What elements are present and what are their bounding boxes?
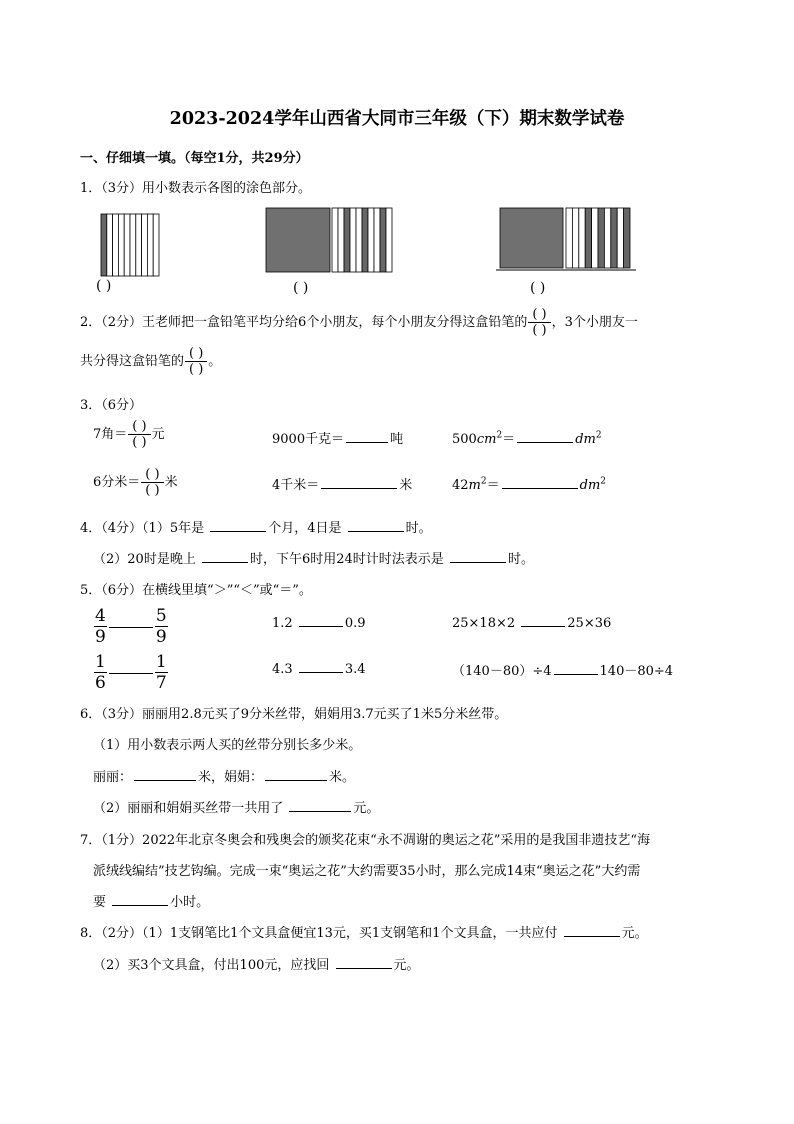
question-text: 个月，4日是 (268, 521, 342, 536)
numerator: ( ) (185, 346, 207, 362)
conversion-label: 7角＝ (93, 427, 128, 442)
answer-blank[interactable] (450, 550, 506, 563)
conversion-d (272, 474, 412, 493)
conversion-f (452, 474, 606, 493)
question-text: 共分得这盒铅笔的 (80, 354, 185, 369)
figure-1 (101, 214, 159, 276)
compare-expr-1 (452, 614, 611, 631)
question-text: （3分）用小数表示各图的涂色部分。 (101, 181, 312, 196)
fraction (94, 606, 107, 647)
question-text: （2分）（1）1支钢笔比1个文具盒便宜13元，买1支钢笔和1个文具盒，一共应付 (101, 926, 558, 941)
figure-3-strip (566, 208, 572, 268)
figure-3-strip (604, 208, 610, 268)
figure-3-strip (585, 208, 591, 268)
page-title: 2023-2024学年山西省大同市三年级（下）期末数学试卷 (169, 109, 625, 129)
fraction (155, 652, 168, 693)
conversion-label: 42 (452, 478, 469, 493)
exponent: 2 (600, 476, 607, 487)
answer-blank[interactable] (210, 519, 266, 532)
conversion-label: 4千米＝ (272, 478, 320, 493)
numerator: ( ) (528, 307, 550, 323)
figure-2-strip (386, 208, 392, 272)
figure-2-strip (356, 208, 362, 272)
denominator: ( ) (189, 362, 204, 377)
operand: 0.9 (344, 616, 366, 631)
conversion-c (272, 428, 403, 447)
figure-1-strip (107, 214, 113, 276)
answer-blank[interactable] (299, 660, 343, 673)
fraction-blank[interactable] (528, 307, 550, 338)
question-4-line2 (93, 548, 534, 567)
question-text: （2分）王老师把一盒铅笔平均分给6个小朋友，每个小朋友分得这盒铅笔的 (101, 315, 528, 330)
operand: 1.2 (272, 616, 293, 631)
operand: 25×36 (567, 616, 612, 631)
conversion-label: 500 (452, 432, 477, 447)
question-7-line3 (93, 891, 209, 910)
question-text: （3分）丽丽用2.8元买了9分米丝带，娟娟用3.7元买了1米5分米丝带。 (101, 707, 508, 722)
figure-2-strip (338, 208, 344, 272)
exponent: 2 (496, 430, 503, 441)
figure-3-full-square (500, 208, 563, 268)
figure-2-strip (350, 208, 356, 272)
figure-3-strip (592, 208, 598, 268)
figure-3-strip (572, 208, 578, 268)
question-6-sub2 (93, 797, 379, 816)
denominator: 6 (95, 673, 106, 693)
question-text: （6分）在横线里填“＞”“＜”或“＝”。 (101, 583, 312, 598)
section-heading: 一、仔细填一填。（每空1分，共29分） (80, 151, 309, 166)
operand: 140－80÷4 (599, 664, 674, 679)
denominator: ( ) (145, 483, 160, 498)
question-1 (80, 177, 311, 196)
compare-decimals-1 (272, 614, 366, 631)
question-7 (80, 829, 650, 848)
figure-1-strip (101, 214, 107, 276)
figure-1-strip (113, 214, 119, 276)
conversion-b (93, 467, 178, 498)
question-6 (80, 703, 507, 722)
answer-blank[interactable] (289, 799, 351, 812)
figure-1-strip (142, 214, 148, 276)
question-text: 要 (93, 895, 107, 910)
question-text: 。 (208, 354, 222, 369)
answer-paren-2[interactable]: ( ) (293, 280, 309, 296)
answer-blank[interactable] (265, 768, 327, 781)
figure-2-strip (374, 208, 380, 272)
figure-2-strip (380, 208, 386, 272)
question-6-answers (93, 766, 355, 785)
figure-2-strip (368, 208, 374, 272)
denominator: 7 (155, 673, 167, 693)
exponent: 2 (480, 476, 487, 487)
figure-3 (496, 208, 636, 270)
answer-blank[interactable] (346, 430, 388, 443)
numerator: ( ) (128, 419, 150, 435)
figure-2 (266, 208, 392, 272)
figure-3-strip (579, 208, 585, 268)
question-number: 4． (80, 521, 102, 536)
figure-2-strip (344, 208, 350, 272)
unit: 吨 (390, 432, 404, 447)
question-3 (80, 394, 142, 413)
question-text: 时，下午6时用24时计时法表示是 (249, 552, 444, 567)
compare-fractions-1 (94, 606, 168, 647)
denominator: 9 (155, 627, 167, 647)
question-6-sub1: （1）用小数表示两人买的丝带分别长多少米。 (93, 738, 362, 753)
equals: ＝ (502, 432, 516, 447)
conversion-e (452, 428, 602, 447)
answer-blank[interactable] (554, 662, 598, 675)
fraction-blank[interactable] (128, 419, 150, 450)
answer-blank[interactable] (134, 768, 196, 781)
compare-decimals-2 (272, 660, 366, 677)
figure-1-strip (118, 214, 124, 276)
question-text: （4分）（1）5年是 (101, 521, 205, 536)
question-text: （1分）2022年北京冬奥会和残奥会的颁奖花束“永不凋谢的奥运之花”采用的是我国非遗技艺“海 (101, 833, 651, 848)
question-2-line2 (80, 346, 221, 377)
question-text: 丽丽： (93, 770, 133, 785)
figure-1-strip (124, 214, 130, 276)
unit: 米 (399, 478, 413, 493)
figure-1-strip (136, 214, 142, 276)
fraction (155, 606, 168, 647)
conversion-label: 9000千克＝ (272, 432, 345, 447)
answer-blank[interactable] (299, 614, 343, 627)
question-text: ，3个小朋友一 (551, 315, 638, 330)
question-number: 7． (80, 833, 102, 848)
figure-2-full-square (266, 208, 330, 272)
question-5 (80, 579, 312, 598)
answer-blank[interactable] (112, 893, 168, 906)
unit: 元 (151, 427, 165, 442)
denominator: 9 (95, 627, 106, 647)
question-text: 元。 (393, 958, 420, 973)
unit: 米 (164, 475, 178, 490)
question-text: （2）买3个文具盒，付出100元，应找回 (93, 958, 330, 973)
question-2 (80, 307, 638, 338)
fraction-blank[interactable] (185, 346, 207, 377)
answer-blank[interactable] (336, 956, 392, 969)
answer-blank[interactable] (564, 924, 620, 937)
answer-blank[interactable] (517, 430, 573, 443)
question-text: 米，娟娟： (198, 770, 264, 785)
numerator: 1 (95, 652, 106, 672)
operand: 25×18×2 (452, 616, 516, 631)
numerator: ( ) (141, 467, 163, 483)
unit: dm (575, 432, 596, 447)
numerator: 1 (155, 652, 167, 672)
answer-blank[interactable] (109, 626, 153, 628)
figure-3-strip (611, 208, 617, 268)
question-number: 2． (80, 315, 102, 330)
question-number: 3． (80, 398, 102, 413)
compare-fractions-2 (94, 652, 168, 693)
conversion-a (93, 419, 165, 450)
question-text: 元。 (621, 926, 648, 941)
question-text: 米。 (329, 770, 356, 785)
operand: （140－80）÷4 (452, 664, 552, 679)
question-text: （2）20时是晚上 (93, 552, 196, 567)
fraction-blank[interactable] (141, 467, 163, 498)
answer-blank[interactable] (202, 550, 248, 563)
answer-blank[interactable] (109, 672, 153, 674)
figure-2-strip (362, 208, 368, 272)
operand: 4.3 (272, 662, 293, 677)
figure-1-strip (153, 214, 159, 276)
conversion-label: 6分米＝ (93, 475, 141, 490)
unit: dm (579, 478, 601, 493)
question-number: 1． (80, 181, 102, 196)
question-text: 时。 (507, 552, 534, 567)
compare-expr-2 (452, 660, 673, 679)
question-number: 5． (80, 583, 102, 598)
figure-1-strip (147, 214, 153, 276)
question-7-line2: 派绒线编结”技艺钩编。完成一束“奥运之花”大约需要35小时，那么完成14束“奥运之花”大约需 (93, 864, 641, 879)
decimal-figures (0, 200, 794, 280)
answer-paren-3[interactable]: ( ) (530, 280, 546, 296)
question-number: 6． (80, 707, 102, 722)
answer-paren-1[interactable]: ( ) (96, 278, 112, 294)
numerator: 5 (155, 606, 167, 626)
question-text: （6分） (101, 398, 143, 413)
operand: 3.4 (344, 662, 366, 677)
question-number: 8． (80, 926, 102, 941)
answer-blank[interactable] (321, 476, 397, 489)
exponent: 2 (595, 430, 602, 441)
answer-blank[interactable] (521, 614, 565, 627)
figure-3-strip (624, 208, 630, 268)
unit: cm (476, 432, 497, 447)
figure-3-strip (617, 208, 623, 268)
figure-2-strip (332, 208, 338, 272)
question-text: 元。 (353, 801, 380, 816)
numerator: 4 (95, 606, 106, 626)
fraction (94, 652, 107, 693)
question-text: 时。 (405, 521, 432, 536)
equals: ＝ (486, 478, 500, 493)
figure-1-strip (130, 214, 136, 276)
question-text: （2）丽丽和娟娟买丝带一共用了 (93, 801, 284, 816)
question-text: 小时。 (170, 895, 210, 910)
denominator: ( ) (132, 435, 147, 450)
figure-3-strip (598, 208, 604, 268)
question-8 (80, 922, 648, 941)
answer-blank[interactable] (348, 519, 404, 532)
denominator: ( ) (532, 323, 547, 338)
question-8-line2 (93, 954, 420, 973)
answer-blank[interactable] (502, 476, 578, 489)
question-4 (80, 517, 432, 536)
unit: m (468, 478, 481, 493)
